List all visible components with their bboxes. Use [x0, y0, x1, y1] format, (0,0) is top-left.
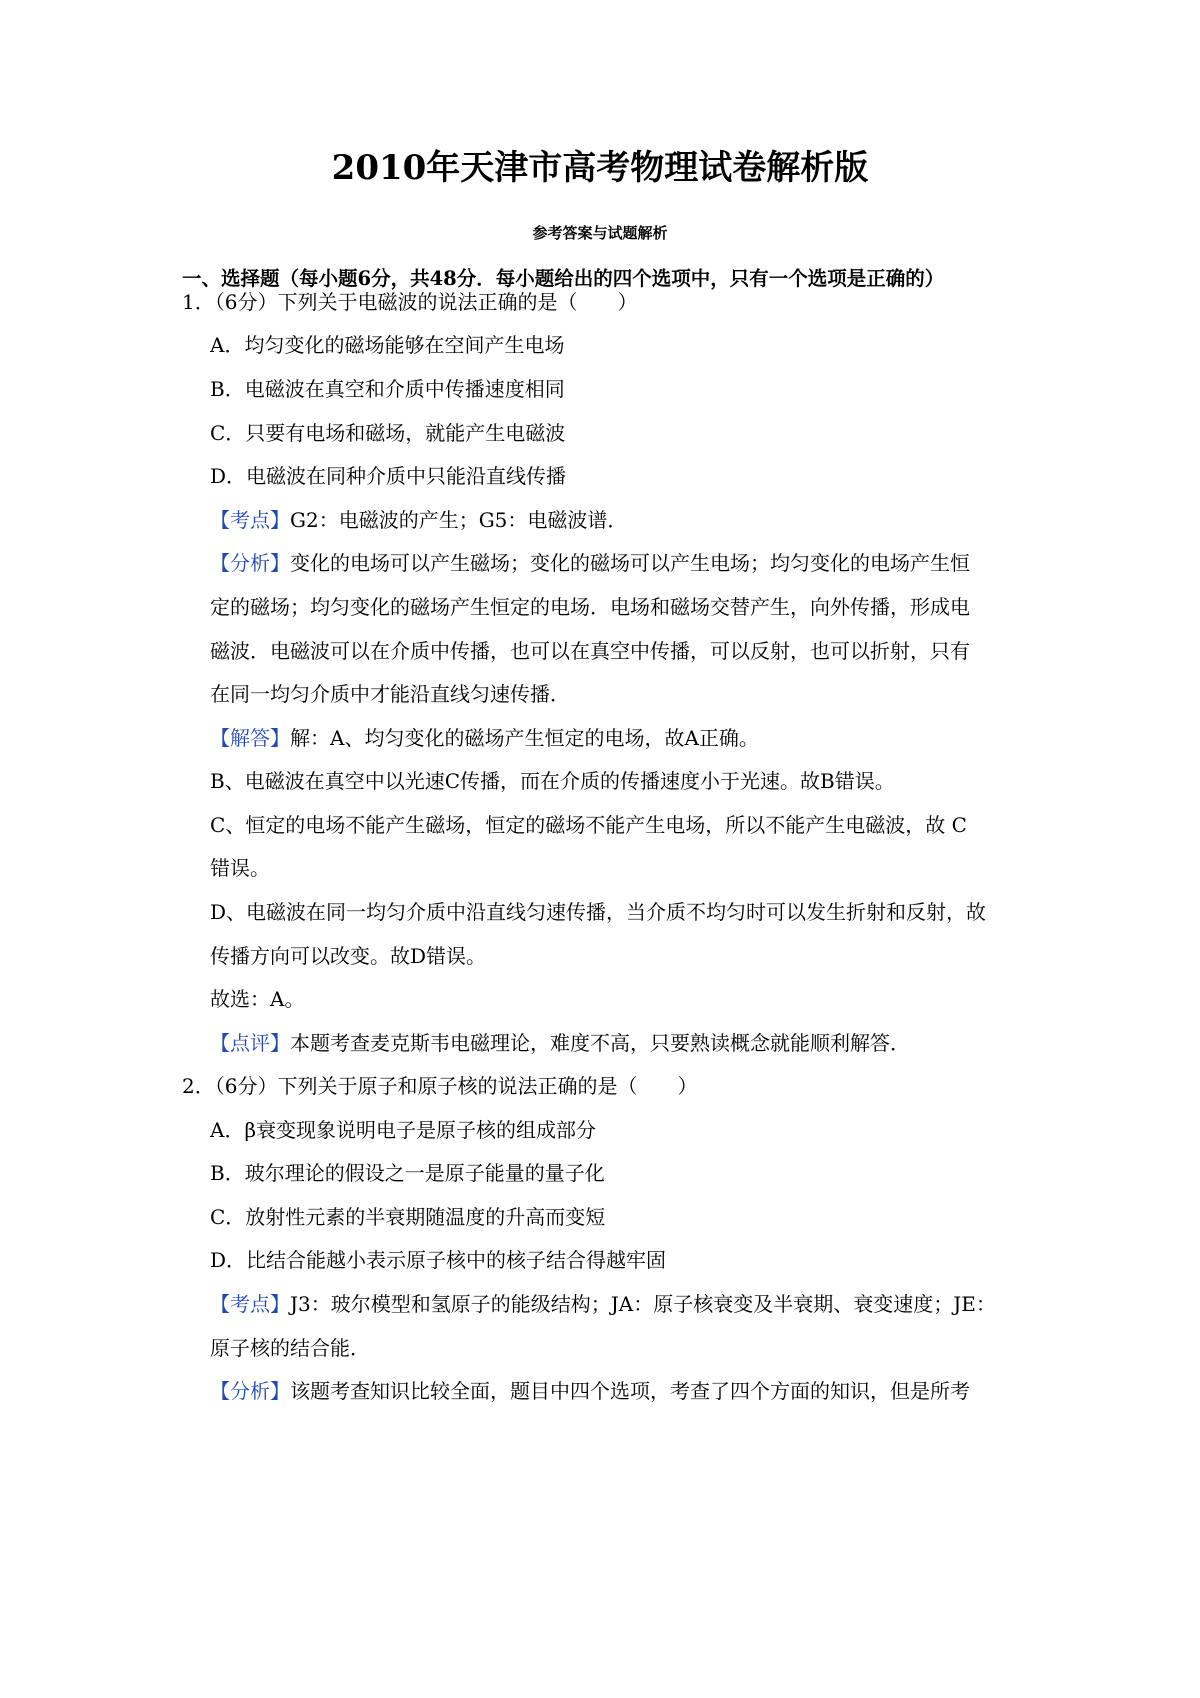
q2-kaodian-text-2: 原子核的结合能．: [210, 1336, 370, 1360]
q2-option-b: B．玻尔理论的假设之一是原子能量的量子化: [210, 1161, 605, 1185]
q2-option-c: C．放射性元素的半衰期随温度的升高而变短: [210, 1205, 606, 1229]
jieda-tag: 【解答】: [210, 726, 290, 750]
kaodian-tag: 【考点】: [210, 508, 290, 532]
section-heading: 一、选择题（每小题6分，共48分．每小题给出的四个选项中，只有一个选项是正确的）: [182, 267, 945, 290]
fenxi-tag: 【分析】: [210, 1379, 290, 1403]
q1-option-c: C．只要有电场和磁场，就能产生电磁波: [210, 421, 566, 445]
q1-option-b: B．电磁波在真空和介质中传播速度相同: [210, 377, 565, 401]
q1-fenxi-text-2: 定的磁场；均匀变化的磁场产生恒定的电场．电场和磁场交替产生，向外传播，形成电: [210, 595, 970, 619]
q1-stem: 1．（6分）下列关于电磁波的说法正确的是（ ）: [182, 290, 638, 314]
q1-fenxi-text-4: 在同一均匀介质中才能沿直线匀速传播．: [210, 682, 570, 706]
q2-kaodian: [210, 1290, 996, 1318]
q2-option-d: D．比结合能越小表示原子核中的核子结合得越牢固: [210, 1248, 667, 1272]
q1-jieda-text-6: 传播方向可以改变。故D错误。: [210, 944, 487, 968]
q2-fenxi: [210, 1377, 970, 1405]
q1-jieda: [210, 724, 759, 752]
q1-jieda-text-2: B、电磁波在真空中以光速C传播，而在介质的传播速度小于光速。故B错误。: [210, 769, 895, 793]
q2-stem: 2．（6分）下列关于原子和原子核的说法正确的是（ ）: [182, 1074, 698, 1098]
q2-kaodian-text-1: J3：玻尔模型和氢原子的能级结构；JA：原子核衰变及半衰期、衰变速度；JE：: [290, 1292, 996, 1316]
dianping-tag: 【点评】: [210, 1031, 290, 1055]
q1-fenxi: [210, 549, 970, 577]
q1-fenxi-text-3: 磁波．电磁波可以在介质中传播，也可以在真空中传播，可以反射，也可以折射，只有: [210, 639, 970, 663]
q1-jieda-text-4: 错误。: [210, 856, 270, 880]
q1-jieda-text-1: 解：A、均匀变化的磁场产生恒定的电场，故A正确。: [290, 726, 759, 750]
q1-option-d: D．电磁波在同种介质中只能沿直线传播: [210, 464, 567, 488]
q1-kaodian: [210, 506, 627, 534]
q1-kaodian-text: G2：电磁波的产生；G5：电磁波谱．: [290, 508, 628, 532]
q2-option-a: A．β衰变现象说明电子是原子核的组成部分: [210, 1118, 597, 1142]
q1-jieda-text-3: C、恒定的电场不能产生磁场，恒定的磁场不能产生电场，所以不能产生电磁波，故 C: [210, 813, 967, 837]
q1-dianping-text: 本题考查麦克斯韦电磁理论，难度不高，只要熟读概念就能顺利解答．: [290, 1031, 910, 1055]
q2-fenxi-text-1: 该题考查知识比较全面，题目中四个选项，考查了四个方面的知识，但是所考: [290, 1379, 970, 1403]
kaodian-tag: 【考点】: [210, 1292, 290, 1316]
q1-dianping: [210, 1029, 910, 1057]
q1-fenxi-text-1: 变化的电场可以产生磁场；变化的磁场可以产生电场；均匀变化的电场产生恒: [290, 551, 970, 575]
page-title: 2010年天津市高考物理试卷解析版: [331, 148, 869, 188]
q1-jieda-text-5: D、电磁波在同一均匀介质中沿直线匀速传播，当介质不均匀时可以发生折射和反射，故: [210, 900, 987, 924]
q1-jieda-text-7: 故选：A。: [210, 987, 305, 1011]
q1-option-a: A．均匀变化的磁场能够在空间产生电场: [210, 333, 565, 357]
page-subtitle: 参考答案与试题解析: [532, 224, 668, 242]
fenxi-tag: 【分析】: [210, 551, 290, 575]
